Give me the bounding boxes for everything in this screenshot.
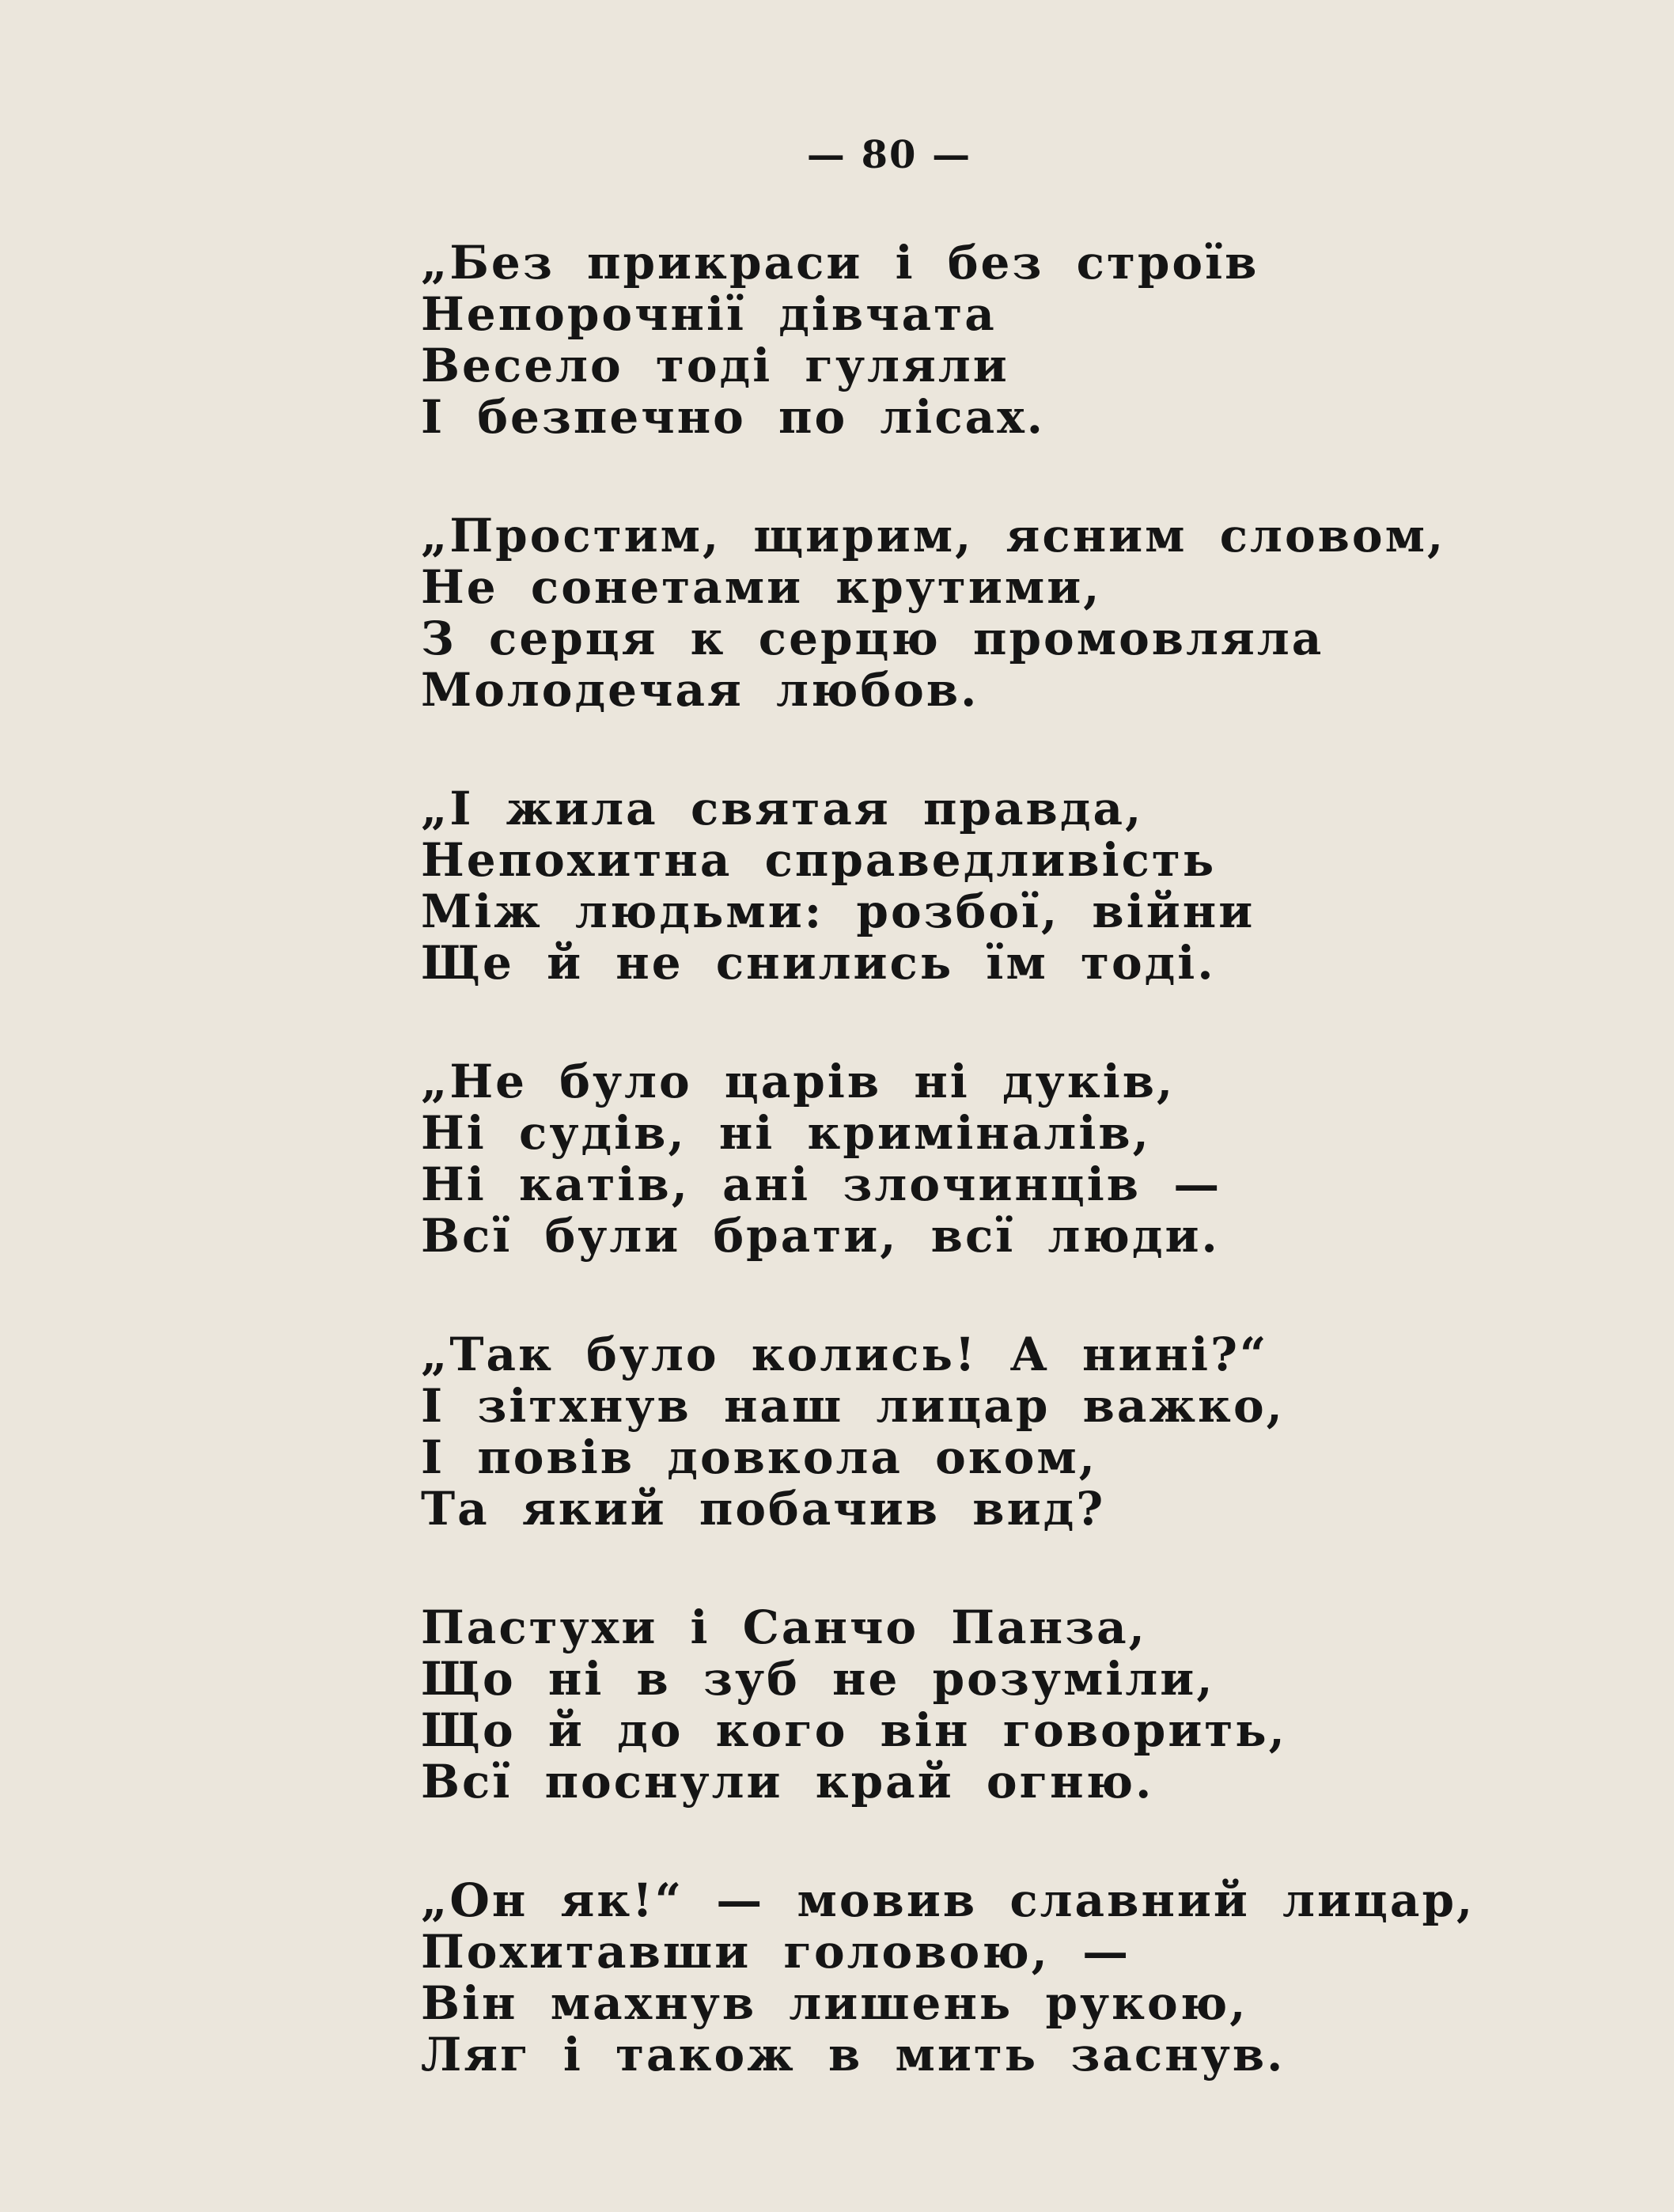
poem-line: Що ні в зуб не розуміли, [421, 1652, 1215, 1706]
poem-line: Весело тоді гуляли [421, 339, 1009, 392]
poem-line: Похитавши головою, — [421, 1925, 1131, 1979]
poem-body [421, 237, 1592, 2148]
poem-line: Він махнув лишень рукою, [421, 1976, 1248, 2030]
stanza-4 [421, 1056, 1592, 1262]
poem-line: „Простим, щирим, ясним словом, [421, 509, 1446, 562]
stanza-2 [421, 510, 1592, 716]
poem-line: Не сонетами крутими, [421, 560, 1102, 614]
poem-line: Всї поснули край огню. [421, 1755, 1154, 1809]
poem-line: З серця к серцю промовляла [421, 612, 1324, 665]
poem-line: Ні катів, ані злочинців — [421, 1157, 1222, 1211]
page-number: — 80 — [806, 133, 972, 177]
poem-line: „Так було колись! А нині?“ [421, 1328, 1269, 1381]
poem-line: „Он як!“ — мовив славний лицар, [421, 1873, 1475, 1927]
stanza-7 [421, 1875, 1592, 2081]
stanza-3 [421, 783, 1592, 989]
poem-line: „Не було царів ні дуків, [421, 1055, 1176, 1108]
stanza-6 [421, 1602, 1592, 1808]
poem-line: Непохитна справедливість [421, 833, 1217, 887]
stanza-1 [421, 237, 1592, 443]
poem-line: Всї були брати, всї люди. [421, 1209, 1220, 1263]
poem-line: І безпечно по лісах. [421, 390, 1045, 444]
poem-line: Пастухи і Санчо Панза, [421, 1600, 1147, 1654]
poem-line: Та який побачив вид? [421, 1482, 1106, 1536]
poem-line: Що й до кого він говорить, [421, 1703, 1287, 1757]
poem-line: „І жила святая правда, [421, 782, 1144, 835]
poem-line: Між людьми: розбої, війни [421, 884, 1256, 938]
poem-line: Ляг і також в мить заснув. [421, 2028, 1286, 2081]
stanza-5 [421, 1329, 1592, 1535]
poem-line: Непорочнії дівчата [421, 287, 997, 341]
poem-line: І зітхнув наш лицар важко, [421, 1379, 1285, 1433]
poem-line: „Без прикраси і без строїв [421, 236, 1259, 290]
poem-line: Ні судів, ні кримiналів, [421, 1106, 1151, 1160]
poem-line: Молодечая любов. [421, 663, 979, 717]
poem-line: Ще й не снились їм тоді. [421, 936, 1216, 990]
poem-line: І повів довкола оком, [421, 1430, 1097, 1484]
